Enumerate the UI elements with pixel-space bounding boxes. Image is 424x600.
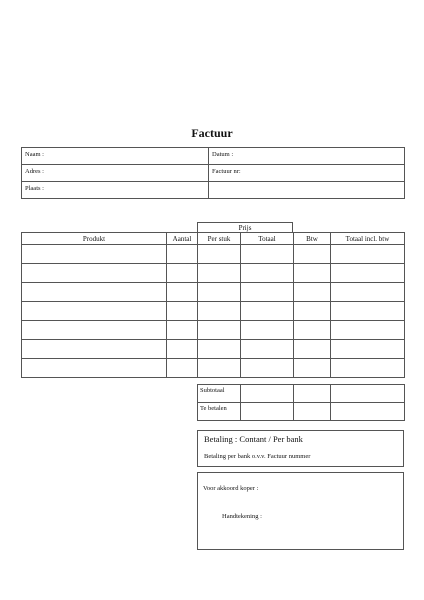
cell-totaal-incl-btw[interactable] [331, 283, 405, 302]
cell-per-stuk[interactable] [198, 283, 241, 302]
col-header-per-stuk: Per stuk [198, 233, 241, 245]
product-row [22, 359, 405, 378]
cell-produkt[interactable] [22, 302, 167, 321]
amount-due-btw-cell[interactable] [294, 403, 331, 421]
payment-method: Betaling : Contant / Per bank [204, 434, 303, 444]
cell-aantal[interactable] [167, 359, 198, 378]
product-row [22, 283, 405, 302]
subtotal-btw-cell[interactable] [294, 385, 331, 403]
signature-box [197, 472, 404, 550]
col-header-aantal: Aantal [167, 233, 198, 245]
cell-produkt[interactable] [22, 359, 167, 378]
amount-due-incl-cell[interactable] [331, 403, 405, 421]
cell-btw[interactable] [294, 340, 331, 359]
amount-due-label: Te betalen [198, 403, 241, 421]
cell-totaal[interactable] [241, 264, 294, 283]
cell-per-stuk[interactable] [198, 245, 241, 264]
product-row [22, 340, 405, 359]
address-field[interactable]: Adres : [22, 165, 209, 182]
cell-produkt[interactable] [22, 283, 167, 302]
subtotal-total-cell[interactable] [241, 385, 294, 403]
signature-label: Handtekening : [222, 513, 262, 520]
cell-produkt[interactable] [22, 321, 167, 340]
customer-info-table [21, 147, 405, 199]
cell-per-stuk[interactable] [198, 359, 241, 378]
cell-aantal[interactable] [167, 321, 198, 340]
subtotal-incl-cell[interactable] [331, 385, 405, 403]
cell-aantal[interactable] [167, 283, 198, 302]
name-field[interactable]: Naam : [22, 148, 209, 165]
empty-info-cell [209, 182, 405, 199]
city-field[interactable]: Plaats : [22, 182, 209, 199]
cell-totaal-incl-btw[interactable] [331, 264, 405, 283]
cell-per-stuk[interactable] [198, 340, 241, 359]
col-header-totaal: Totaal [241, 233, 294, 245]
cell-aantal[interactable] [167, 245, 198, 264]
subtotal-label: Subtotaal [198, 385, 241, 403]
col-header-totaal-incl-btw: Totaal incl. btw [331, 233, 405, 245]
date-field[interactable]: Datum : [209, 148, 405, 165]
product-row [22, 321, 405, 340]
cell-btw[interactable] [294, 321, 331, 340]
invoice-title: Factuur [191, 126, 233, 140]
cell-produkt[interactable] [22, 245, 167, 264]
product-row [22, 264, 405, 283]
cell-totaal-incl-btw[interactable] [331, 302, 405, 321]
payment-note: Betaling per bank o.v.v. Factuur nummer [204, 453, 311, 460]
invoice-number-field[interactable]: Factuur nr: [209, 165, 405, 182]
amount-due-total-cell[interactable] [241, 403, 294, 421]
cell-totaal[interactable] [241, 283, 294, 302]
product-row [22, 302, 405, 321]
cell-btw[interactable] [294, 245, 331, 264]
buyer-approval-label: Voor akkoord koper : [203, 485, 259, 492]
cell-btw[interactable] [294, 359, 331, 378]
col-header-btw: Btw [294, 233, 331, 245]
totals-table [197, 384, 405, 421]
cell-aantal[interactable] [167, 302, 198, 321]
product-row [22, 245, 405, 264]
cell-per-stuk[interactable] [198, 264, 241, 283]
cell-aantal[interactable] [167, 264, 198, 283]
cell-totaal-incl-btw[interactable] [331, 359, 405, 378]
cell-totaal[interactable] [241, 302, 294, 321]
cell-totaal-incl-btw[interactable] [331, 321, 405, 340]
cell-totaal[interactable] [241, 359, 294, 378]
cell-totaal-incl-btw[interactable] [331, 340, 405, 359]
cell-per-stuk[interactable] [198, 321, 241, 340]
cell-totaal[interactable] [241, 245, 294, 264]
product-rows [22, 245, 405, 378]
cell-produkt[interactable] [22, 264, 167, 283]
cell-totaal[interactable] [241, 321, 294, 340]
cell-btw[interactable] [294, 302, 331, 321]
product-table [21, 232, 405, 378]
cell-aantal[interactable] [167, 340, 198, 359]
payment-box [197, 430, 404, 467]
cell-btw[interactable] [294, 283, 331, 302]
cell-btw[interactable] [294, 264, 331, 283]
cell-totaal-incl-btw[interactable] [331, 245, 405, 264]
price-group-header: Prijs [197, 222, 293, 232]
col-header-produkt: Produkt [22, 233, 167, 245]
cell-produkt[interactable] [22, 340, 167, 359]
cell-per-stuk[interactable] [198, 302, 241, 321]
cell-totaal[interactable] [241, 340, 294, 359]
